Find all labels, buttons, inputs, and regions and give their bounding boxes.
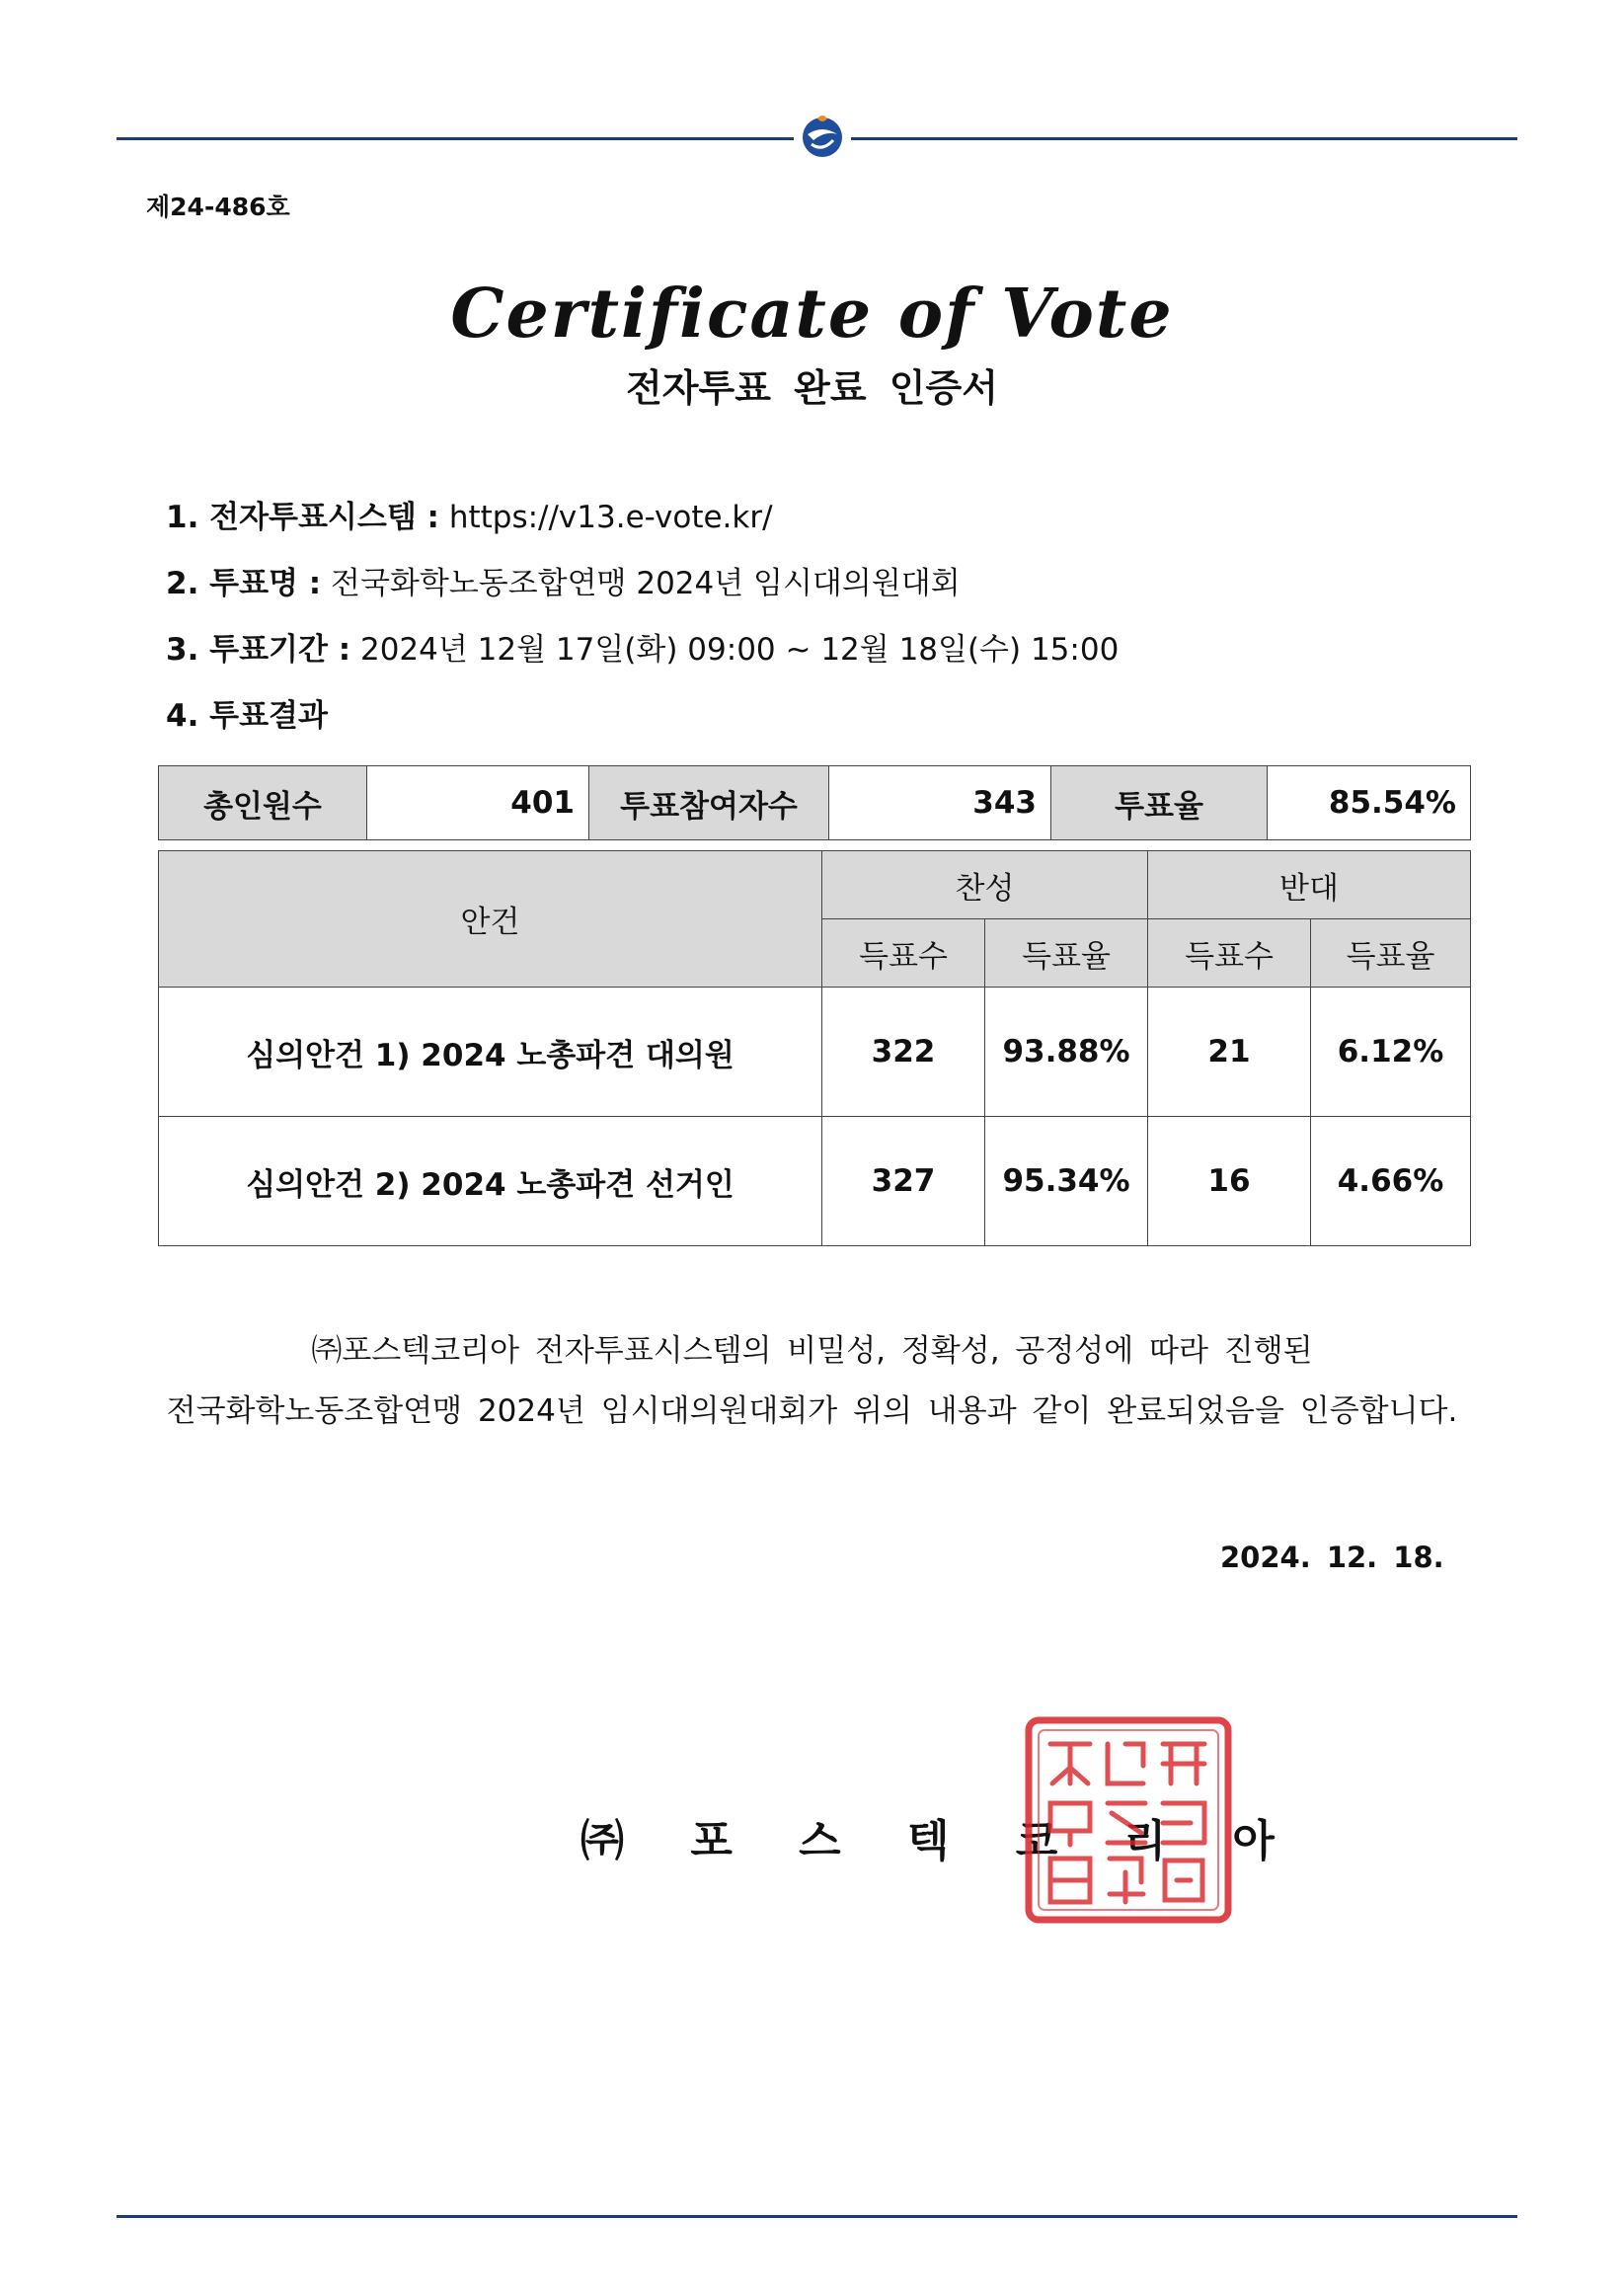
agenda-cell: 심의안건 2) 2024 노총파견 선거인: [159, 1117, 822, 1246]
posttech-logo-icon: [798, 111, 847, 160]
info-item-system: [166, 492, 773, 536]
yes-rate-header: 득표율: [985, 919, 1148, 988]
yes-votes-cell: 322: [822, 988, 985, 1117]
info-label: 3. 투표기간 :: [166, 632, 351, 668]
info-label: 4. 투표결과: [166, 698, 328, 734]
table-row: [159, 988, 1471, 1117]
agenda-cell: 심의안건 1) 2024 노총파견 대의원: [159, 988, 822, 1117]
summary-table: [158, 765, 1471, 840]
rate-value: 85.54%: [1268, 766, 1471, 840]
no-header: 반대: [1148, 851, 1471, 919]
info-value: 2024년 12월 17일(화) 09:00 ~ 12월 18일(수) 15:00: [359, 632, 1120, 668]
certificate-title-en: Certificate of Vote: [450, 275, 1174, 354]
header-rule-left: [116, 137, 794, 140]
no-rate-cell: 4.66%: [1311, 1117, 1471, 1246]
participants-label: 투표참여자수: [589, 766, 829, 840]
rate-label: 투표율: [1051, 766, 1268, 840]
results-table: [158, 850, 1471, 1246]
info-label: 2. 투표명 :: [166, 566, 322, 601]
info-item-vote-name: [166, 558, 961, 602]
info-value: 전국화학노동조합연맹 2024년 임시대의원대회: [331, 566, 961, 601]
certificate-title-ko: 전자투표 완료 인증서: [626, 366, 998, 410]
info-label: 1. 전자투표시스템 :: [166, 500, 439, 535]
header-rule-right: [851, 137, 1517, 140]
footer-rule: [116, 2215, 1517, 2218]
info-value-url: https://v13.e-vote.kr/: [448, 500, 773, 535]
table-row: [159, 1117, 1471, 1246]
yes-rate-cell: 95.34%: [985, 1117, 1148, 1246]
issue-date: 2024. 12. 18.: [1220, 1541, 1444, 1574]
yes-votes-cell: 327: [822, 1117, 985, 1246]
info-item-vote-period: [166, 624, 1119, 669]
yes-header: 찬성: [822, 851, 1148, 919]
company-name: ㈜ 포 스 텍 코 리 아: [580, 1816, 1300, 1866]
yes-rate-cell: 93.88%: [985, 988, 1148, 1117]
no-votes-header: 득표수: [1148, 919, 1311, 988]
no-rate-header: 득표율: [1311, 919, 1471, 988]
yes-votes-header: 득표수: [822, 919, 985, 988]
no-votes-cell: 21: [1148, 988, 1311, 1117]
total-label: 총인원수: [159, 766, 367, 840]
document-number: 제24-486호: [146, 193, 290, 221]
participants-value: 343: [829, 766, 1051, 840]
total-value: 401: [367, 766, 589, 840]
no-votes-cell: 16: [1148, 1117, 1311, 1246]
company-seal-icon: [1023, 1714, 1234, 1926]
no-rate-cell: 6.12%: [1311, 988, 1471, 1117]
agenda-header: 안건: [159, 851, 822, 988]
certification-line-2: 전국화학노동조합연맹 2024년 임시대의원대회가 위의 내용과 같이 완료되었음을 인증합니다.: [166, 1393, 1458, 1429]
certification-line-1: ㈜포스텍코리아 전자투표시스템의 비밀성, 정확성, 공정성에 따라 진행된: [311, 1333, 1313, 1369]
info-item-vote-result: [166, 690, 328, 735]
